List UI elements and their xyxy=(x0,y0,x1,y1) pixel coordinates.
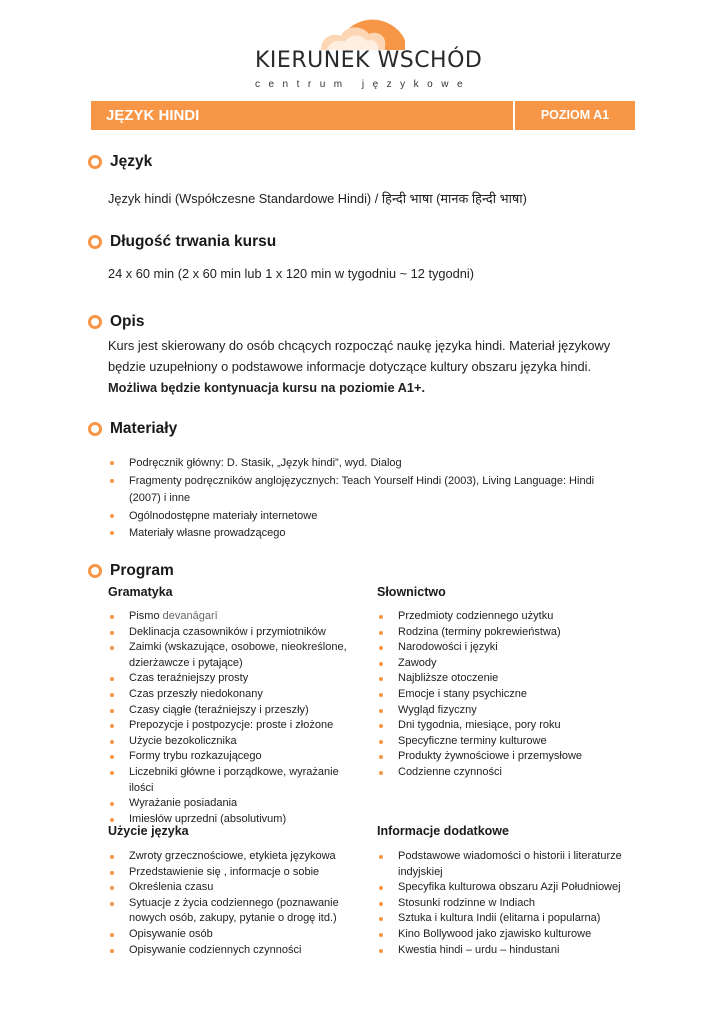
list-item: Specyficzne terminy kulturowe xyxy=(377,734,642,750)
description-line: będzie uzupełniony o podstawowe informacje dotyczące kultury obszaru języka hindi. xyxy=(108,359,591,374)
course-level: POZIOM A1 xyxy=(540,108,610,122)
section-materials-heading xyxy=(88,420,177,438)
list-item-continued: nowych osób, zakupy, pytanie o drogę itd.) xyxy=(129,912,337,925)
list-item: Ogólnodostępne materiały internetowe xyxy=(108,508,648,526)
list-item: Imiesłów uprzedni (absolutivum) xyxy=(108,812,368,828)
list-item: Kino Bollywood jako zjawisko kulturowe xyxy=(377,927,642,943)
duration-text: 24 x 60 min (2 x 60 min lub 1 x 120 min w tygodniu ~ 12 tygodni) xyxy=(108,266,474,281)
list-item: Produkty żywnościowe i przemysłowe xyxy=(377,749,642,765)
list-item: Deklinacja czasowników i przymiotników xyxy=(108,625,368,641)
list-item: Narodowości i języki xyxy=(377,640,642,656)
grammar-list xyxy=(108,609,368,827)
materials-list xyxy=(108,455,648,543)
list-item: Czas teraźniejszy prosty xyxy=(108,671,368,687)
list-item: Podręcznik główny: D. Stasik, „Język hindi”, wyd. Dialog xyxy=(108,455,648,473)
logo xyxy=(255,8,483,90)
section-title: Materiały xyxy=(110,420,178,437)
grammar-heading: Gramatyka xyxy=(108,585,173,599)
list-item: Opisywanie osób xyxy=(108,927,368,943)
section-language-heading xyxy=(88,153,152,171)
course-title: JĘZYK HINDI xyxy=(106,107,200,124)
list-item: Czas przeszły niedokonany xyxy=(108,687,368,703)
logo-name: KIERUNEK WSCHÓD xyxy=(255,48,483,73)
section-bullet-icon xyxy=(88,564,102,578)
section-title: Długość trwania kursu xyxy=(110,233,277,250)
list-item: Określenia czasu xyxy=(108,880,368,896)
list-item: Fragmenty podręczników anglojęzycznych: Teach Yourself Hindi (2003), Living Language: Hindi xyxy=(108,473,648,491)
devanagari-term: devanāgarī xyxy=(162,610,218,622)
list-item-text: Pismo xyxy=(129,610,163,622)
list-item xyxy=(108,609,368,625)
list-item-continued: dzierżawcze i pytające) xyxy=(129,656,243,669)
course-header-bar xyxy=(91,101,635,130)
list-item: Formy trybu rozkazującego xyxy=(108,749,368,765)
list-item: Sztuka i kultura Indii (elitarna i popularna) xyxy=(377,911,642,927)
extra-info-heading: Informacje dodatkowe xyxy=(377,824,509,838)
section-bullet-icon xyxy=(88,315,102,329)
list-item: Kwestia hindi – urdu – hindustani xyxy=(377,943,642,959)
section-title: Opis xyxy=(110,313,145,330)
section-title: Język xyxy=(110,153,153,170)
list-item: Zaimki (wskazujące, osobowe, nieokreślone, xyxy=(108,640,368,656)
list-item: Sytuacje z życia codziennego (poznawanie xyxy=(108,896,368,912)
list-item: Materiały własne prowadzącego xyxy=(108,525,648,543)
section-bullet-icon xyxy=(88,422,102,436)
list-item: Przedstawienie się , informacje o sobie xyxy=(108,865,368,881)
list-item: Rodzina (terminy pokrewieństwa) xyxy=(377,625,642,641)
extra-info-list xyxy=(377,849,642,958)
list-item: Użycie bezokolicznika xyxy=(108,734,368,750)
usage-list xyxy=(108,849,368,958)
list-item: Stosunki rodzinne w Indiach xyxy=(377,896,642,912)
list-item: Dni tygodnia, miesiące, pory roku xyxy=(377,718,642,734)
list-item: Wyrażanie posiadania xyxy=(108,796,368,812)
list-item: Liczebniki główne i porządkowe, wyrażanie xyxy=(108,765,368,781)
list-item: Zawody xyxy=(377,656,642,672)
list-item: Przedmioty codziennego użytku xyxy=(377,609,642,625)
list-item-continued: ilości xyxy=(129,781,154,794)
list-item-continued: (2007) i inne xyxy=(129,492,191,504)
section-duration-heading xyxy=(88,233,276,251)
usage-heading: Użycie języka xyxy=(108,824,189,838)
list-item: Emocje i stany psychiczne xyxy=(377,687,642,703)
section-description-heading xyxy=(88,313,144,331)
vocabulary-heading: Słownictwo xyxy=(377,585,446,599)
section-bullet-icon xyxy=(88,155,102,169)
list-item: Wygląd fizyczny xyxy=(377,703,642,719)
section-bullet-icon xyxy=(88,235,102,249)
list-item: Najbliższe otoczenie xyxy=(377,671,642,687)
language-text: Język hindi (Współczesne Standardowe Hindi) / हिन्दी भाषा (मानक हिन्दी भाषा) xyxy=(108,191,527,206)
list-item-continued: indyjskiej xyxy=(398,865,443,878)
description-line-bold: Możliwa będzie kontynuacja kursu na poziomie A1+. xyxy=(108,380,426,395)
list-item: Zwroty grzecznościowe, etykieta językowa xyxy=(108,849,368,865)
vocabulary-list xyxy=(377,609,642,781)
list-item: Specyfika kulturowa obszaru Azji Południowej xyxy=(377,880,642,896)
list-item: Czasy ciągłe (teraźniejszy i przeszły) xyxy=(108,703,368,719)
description-line: Kurs jest skierowany do osób chcących rozpocząć naukę języka hindi. Materiał językowy xyxy=(108,338,611,353)
list-item: Codzienne czynności xyxy=(377,765,642,781)
list-item: Opisywanie codziennych czynności xyxy=(108,943,368,959)
description-text xyxy=(108,335,610,398)
section-program-heading xyxy=(88,562,174,580)
section-title: Program xyxy=(110,562,174,579)
list-item: Podstawowe wiadomości o historii i literaturze xyxy=(377,849,642,865)
sun-cloud-icon xyxy=(317,10,409,50)
list-item: Prepozycje i postpozycje: proste i złożone xyxy=(108,718,368,734)
logo-subtitle: centrum językowe xyxy=(255,79,472,90)
